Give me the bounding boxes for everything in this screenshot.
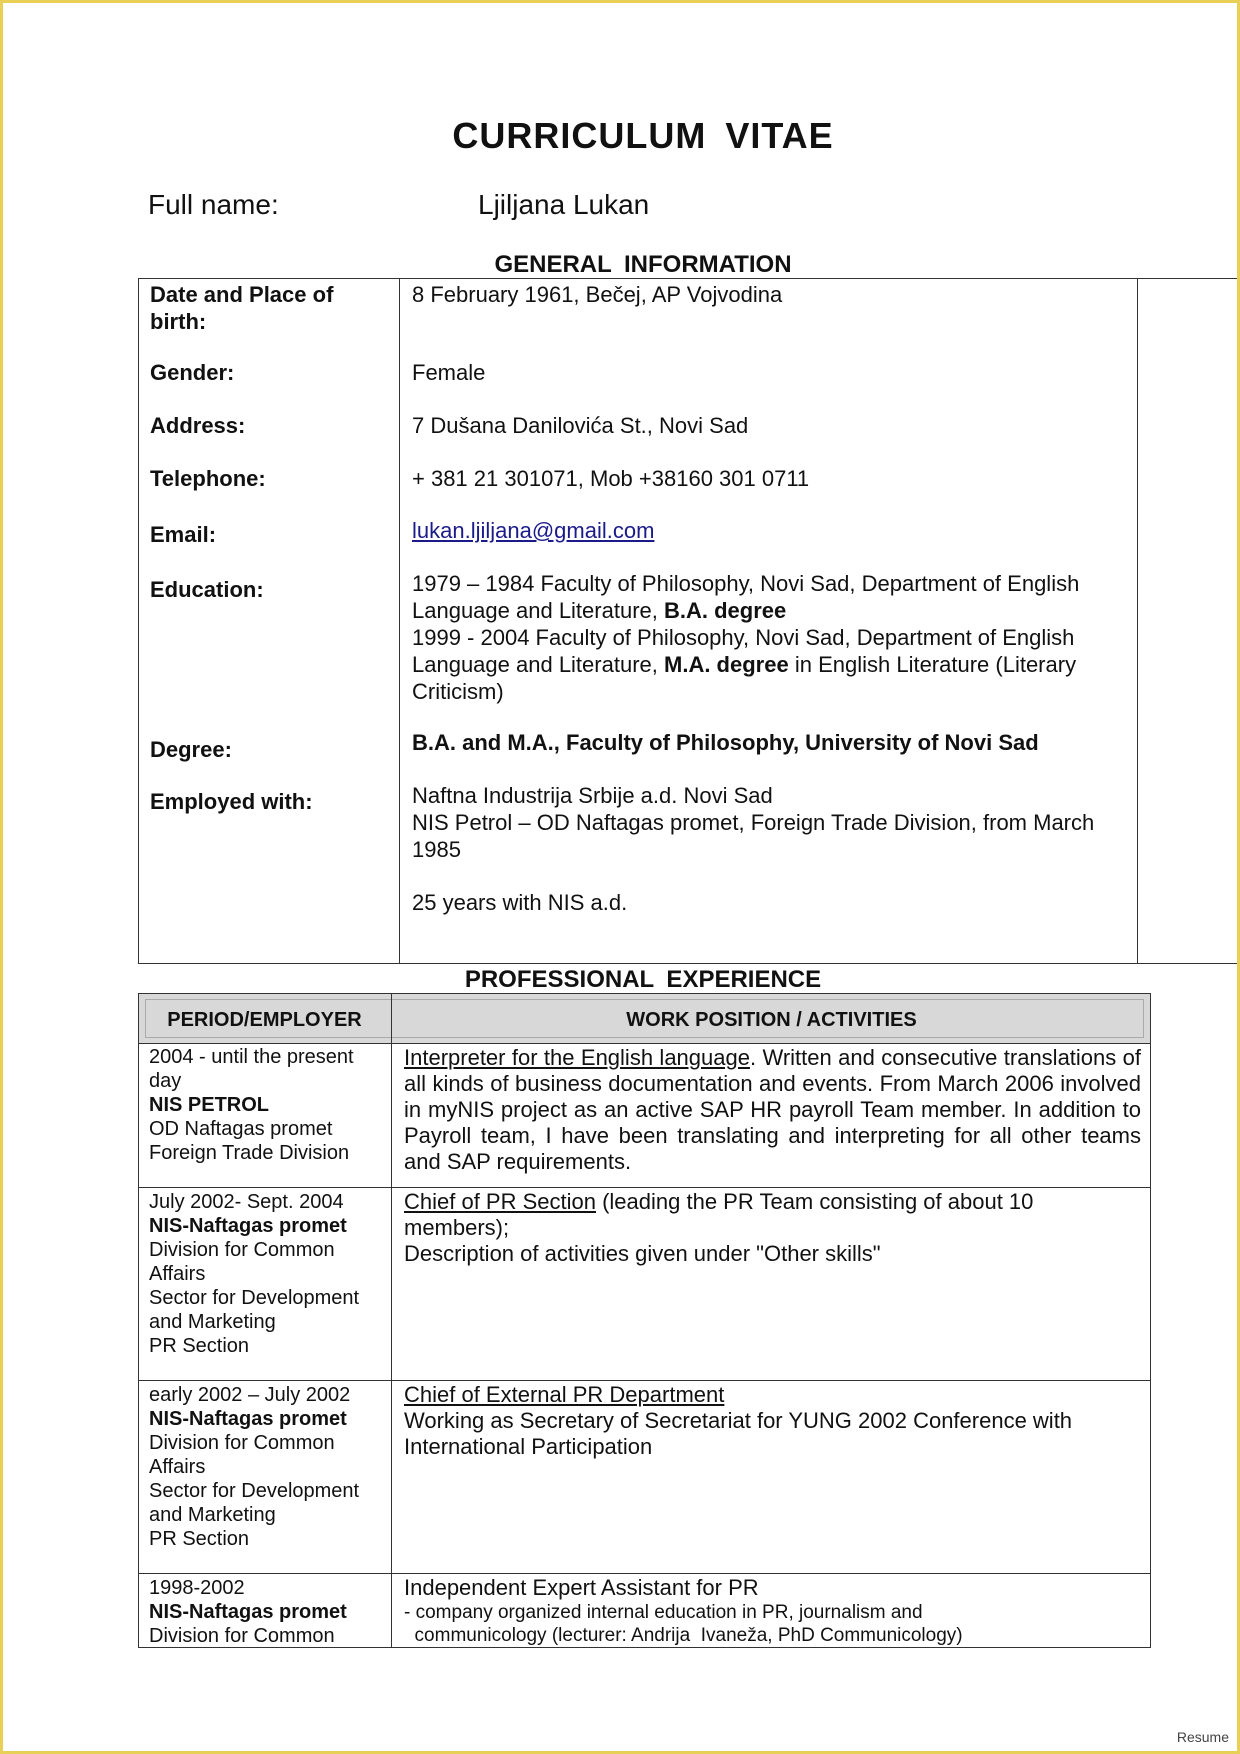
table-divider xyxy=(138,1573,1151,1574)
table-row xyxy=(149,1383,385,1551)
address-value: 7 Dušana Danilovića St., Novi Sad xyxy=(412,413,749,438)
position-title: Chief of PR Section xyxy=(404,1189,596,1214)
unit-line: PR Section xyxy=(149,1528,250,1550)
education-label: Education: xyxy=(150,577,264,602)
period-text: July 2002- Sept. 2004 xyxy=(149,1191,344,1213)
employed-line-2: NIS Petrol – OD Naftagas promet, Foreign Trade Division, from March 1985 xyxy=(412,810,1095,862)
professional-experience-heading: PROFESSIONAL EXPERIENCE xyxy=(464,966,822,993)
unit-line: PR Section xyxy=(149,1335,250,1357)
unit-line: Sector for Development and Marketing xyxy=(149,1480,360,1526)
full-name-label: Full name: xyxy=(148,189,279,220)
unit-line: Foreign Trade Division xyxy=(149,1142,350,1164)
period-text: early 2002 – July 2002 xyxy=(149,1384,351,1406)
email-label: Email: xyxy=(150,522,217,547)
table-divider xyxy=(399,278,400,964)
table-row xyxy=(149,1045,385,1165)
email-link[interactable]: lukan.ljiljana@gmail.com xyxy=(412,518,655,543)
telephone-label: Telephone: xyxy=(150,466,266,491)
table-divider xyxy=(391,993,392,1648)
column-header-period: PERIOD/EMPLOYER xyxy=(167,1009,362,1031)
gender-value: Female xyxy=(412,360,486,385)
table-divider xyxy=(138,1187,1151,1188)
employer-name: NIS-Naftagas promet xyxy=(149,1215,347,1237)
activities-text: Working as Secretary of Secretariat for YUNG 2002 Conference with International Participation xyxy=(404,1408,1073,1459)
position-title: Independent Expert Assistant for PR xyxy=(404,1575,759,1600)
education-2-text: 1999 - 2004 Faculty of Philosophy, Novi Sad, Department of English Language and Literature, xyxy=(412,625,1075,677)
activities-text-2: Description of activities given under "Other skills" xyxy=(404,1241,881,1266)
degree-value: B.A. and M.A., Faculty of Philosophy, University of Novi Sad xyxy=(412,730,1039,755)
unit-line: OD Naftagas promet xyxy=(149,1118,333,1140)
activities-cell xyxy=(404,1189,1141,1267)
position-title: Interpreter for the English language xyxy=(404,1045,750,1070)
address-label: Address: xyxy=(150,413,246,438)
degree-label: Degree: xyxy=(150,737,232,762)
education-2-degree: M.A. degree xyxy=(664,652,789,677)
activities-text: . Written and consecutive translations of all kinds of business documentation and events. From March 2006 involved in myNIS project as an active SAP HR payroll Team member. In addition to Payroll team, I have been translating and interpreting for all other teams and SAP requirements. xyxy=(404,1045,1141,1174)
dob-value: 8 February 1961, Bečej, AP Vojvodina xyxy=(412,282,783,307)
telephone-value: + 381 21 301071, Mob +38160 301 0711 xyxy=(412,466,810,491)
employed-value xyxy=(412,782,1130,916)
activities-cell xyxy=(404,1382,1141,1460)
education-1-degree: B.A. degree xyxy=(664,598,787,623)
activities-text-2: communicology (lecturer: Andrija Ivaneža, PhD Communicology) xyxy=(404,1625,963,1646)
period-text: 1998-2002 xyxy=(149,1577,245,1599)
email-value-cell xyxy=(412,517,1130,544)
education-1-text: 1979 – 1984 Faculty of Philosophy, Novi Sad, Department of English Language and Literature, xyxy=(412,571,1080,623)
employer-name: NIS PETROL xyxy=(149,1094,270,1116)
table-row xyxy=(149,1576,385,1648)
full-name-value: Ljiljana Lukan xyxy=(478,189,650,220)
column-header-work: WORK POSITION / ACTIVITIES xyxy=(626,1009,917,1031)
education-2-rest: in English Literature (Literary Criticism) xyxy=(412,652,1077,704)
document-title: CURRICULUM VITAE xyxy=(452,115,834,156)
unit-line: Division for Common Affairs xyxy=(149,1432,335,1478)
activities-text: - company organized internal education in PR, journalism and xyxy=(404,1602,923,1623)
general-information-heading: GENERAL INFORMATION xyxy=(494,251,792,278)
position-title: Chief of External PR Department xyxy=(404,1382,725,1407)
table-divider xyxy=(138,1043,1151,1044)
employer-name: NIS-Naftagas promet xyxy=(149,1408,347,1430)
employed-label: Employed with: xyxy=(150,789,313,814)
unit-line: Division for Common Affairs xyxy=(149,1239,335,1285)
table-row xyxy=(149,1190,385,1358)
education-value xyxy=(412,570,1130,705)
footer-resume-label: Resume xyxy=(1176,1729,1229,1745)
activities-text: (leading the PR Team consisting of about 10 members); xyxy=(404,1189,1034,1240)
table-divider xyxy=(1137,278,1138,964)
dob-label: Date and Place of birth: xyxy=(150,282,334,334)
period-text: 2004 - until the present day xyxy=(149,1046,354,1092)
activities-cell xyxy=(404,1575,1141,1647)
activities-cell xyxy=(404,1045,1141,1175)
employed-line-1: Naftna Industrija Srbije a.d. Novi Sad xyxy=(412,783,773,808)
employer-name: NIS-Naftagas promet xyxy=(149,1601,347,1623)
unit-line: Sector for Development and Marketing xyxy=(149,1287,360,1333)
gender-label: Gender: xyxy=(150,360,235,385)
employed-years: 25 years with NIS a.d. xyxy=(412,890,628,915)
unit-line: Division for Common xyxy=(149,1625,335,1647)
table-divider xyxy=(138,1380,1151,1381)
